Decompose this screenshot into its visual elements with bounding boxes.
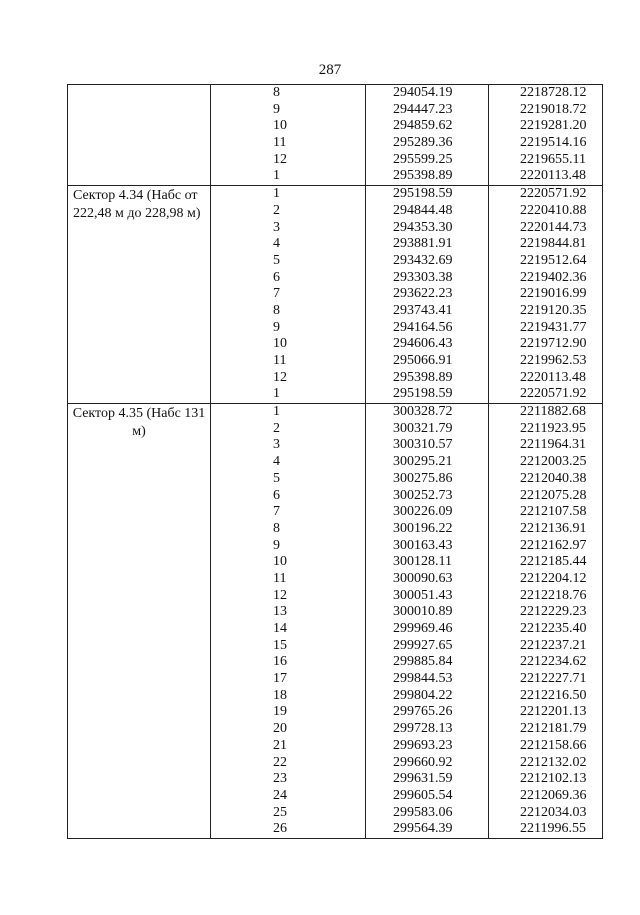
x-coordinate: 299885.84 [393, 654, 453, 670]
y-coordinate: 2219281.20 [520, 118, 587, 134]
y-coordinate: 2219844.81 [520, 236, 587, 252]
y-coordinate: 2219018.72 [520, 101, 587, 117]
point-number: 10 [273, 118, 287, 134]
sector-block [68, 186, 603, 404]
point-number: 14 [273, 621, 287, 636]
x-coordinate: 300275.86 [393, 470, 453, 486]
x-coordinate: 300010.89 [393, 604, 453, 620]
point-number: 8 [273, 520, 280, 536]
y-coordinate: 2219962.53 [520, 353, 587, 368]
sector-block [68, 85, 603, 186]
y-coordinate: 2212234.62 [520, 654, 587, 670]
point-number: 18 [273, 687, 287, 703]
x-coordinate: 299660.92 [393, 754, 453, 770]
point-number-column [211, 186, 366, 404]
x-coordinate: 294353.30 [393, 219, 453, 235]
y-coordinate: 2212181.79 [520, 721, 587, 737]
y-coordinate: 2212216.50 [520, 687, 587, 703]
point-number: 8 [273, 85, 280, 100]
y-coordinate: 2219016.99 [520, 286, 587, 302]
sector-block [68, 404, 603, 839]
y-coordinate: 2211964.31 [520, 437, 586, 453]
point-number: 3 [273, 219, 280, 235]
sector-label: Сектор 4.35 (Набс 131 м) [72, 406, 206, 440]
point-number: 2 [273, 420, 280, 436]
y-coordinate: 2212237.21 [520, 637, 587, 653]
point-number: 3 [273, 437, 280, 453]
y-coordinate: 2211882.68 [520, 404, 586, 420]
x-coordinate: 299927.65 [393, 637, 453, 653]
point-number: 11 [273, 570, 287, 586]
y-coordinate: 2218728.12 [520, 85, 587, 100]
point-number: 5 [273, 470, 280, 486]
y-coordinate: 2219514.16 [520, 135, 587, 151]
point-number: 7 [273, 504, 280, 520]
y-coordinate: 2212218.76 [520, 587, 587, 603]
x-coordinate: 295398.89 [393, 369, 453, 385]
x-coordinate: 293881.91 [393, 236, 453, 252]
point-number: 10 [273, 336, 287, 352]
y-coordinate: 2219512.64 [520, 252, 587, 268]
coordinates-table [67, 84, 603, 839]
page-number: 287 [318, 62, 342, 78]
y-coordinate: 2212107.58 [520, 504, 587, 520]
x-coordinate: 293432.69 [393, 252, 453, 268]
y-coordinate: 2219402.36 [520, 269, 587, 285]
x-coordinate: 300310.57 [393, 437, 453, 453]
y-coordinate: 2212227.71 [520, 671, 587, 687]
y-coordinate: 2212158.66 [520, 737, 587, 753]
x-coordinate: 299583.06 [393, 804, 453, 820]
x-coordinate: 295198.59 [393, 186, 453, 202]
point-number: 11 [273, 353, 287, 368]
x-coordinate: 299564.39 [393, 821, 453, 837]
point-number: 10 [273, 554, 287, 570]
x-coordinate: 294164.56 [393, 319, 453, 335]
y-coordinate: 2211996.55 [520, 821, 586, 837]
x-coordinate: 299844.53 [393, 671, 453, 687]
y-coordinate: 2219120.35 [520, 302, 587, 318]
x-coordinate: 295066.91 [393, 353, 453, 368]
y-coordinate: 2212185.44 [520, 554, 587, 570]
point-number: 23 [273, 771, 287, 787]
point-number: 4 [273, 236, 280, 252]
x-coordinate: 300090.63 [393, 570, 453, 586]
point-number: 9 [273, 537, 280, 553]
x-coordinate: 295198.59 [393, 386, 453, 402]
point-number: 11 [273, 135, 287, 151]
point-number: 22 [273, 754, 287, 770]
point-number: 6 [273, 487, 280, 503]
x-coordinate: 299631.59 [393, 771, 453, 787]
x-coordinate: 293622.23 [393, 286, 453, 302]
point-number-column [211, 85, 366, 186]
y-coordinate: 2220571.92 [520, 386, 587, 402]
x-coordinate: 300163.43 [393, 537, 453, 553]
point-number: 5 [273, 252, 280, 268]
y-coordinate: 2219431.77 [520, 319, 587, 335]
x-coordinate: 299969.46 [393, 621, 453, 636]
x-coordinate: 295599.25 [393, 151, 453, 167]
x-coordinate: 295398.89 [393, 168, 453, 184]
x-coordinate: 300051.43 [393, 587, 453, 603]
sector-cell [68, 85, 211, 186]
x-coordinate: 299765.26 [393, 704, 453, 720]
x-coordinate: 299804.22 [393, 687, 453, 703]
y-coordinate: 2220144.73 [520, 219, 587, 235]
y-coordinate: 2211923.95 [520, 420, 586, 436]
x-coordinate: 300328.72 [393, 404, 453, 420]
x-coordinate: 299605.54 [393, 787, 453, 803]
x-coordinate: 300196.22 [393, 520, 453, 536]
point-number: 21 [273, 737, 287, 753]
y-coordinate: 2212204.12 [520, 570, 587, 586]
point-number: 16 [273, 654, 287, 670]
point-number: 26 [273, 821, 287, 837]
x-coordinate: 294447.23 [393, 101, 453, 117]
point-number: 19 [273, 704, 287, 720]
x-coordinate-column [366, 404, 489, 839]
point-number: 24 [273, 787, 287, 803]
x-coordinate: 300226.09 [393, 504, 453, 520]
point-number: 2 [273, 202, 280, 218]
x-coordinate: 293303.38 [393, 269, 453, 285]
y-coordinate: 2220571.92 [520, 186, 587, 202]
y-coordinate: 2212069.36 [520, 787, 587, 803]
y-coordinate: 2212132.02 [520, 754, 587, 770]
sector-label: Сектор 4.34 (Набс от 222,48 м до 228,98 м) [73, 188, 201, 222]
coordinates-table-body [68, 85, 603, 839]
x-coordinate: 294844.48 [393, 202, 453, 218]
point-number: 17 [273, 671, 287, 687]
y-coordinate: 2219655.11 [520, 151, 586, 167]
point-number: 1 [273, 404, 280, 420]
x-coordinate: 293743.41 [393, 302, 453, 318]
point-number: 25 [273, 804, 287, 820]
x-coordinate: 299693.23 [393, 737, 453, 753]
sector-label [68, 85, 210, 86]
point-number: 6 [273, 269, 280, 285]
point-number: 20 [273, 721, 287, 737]
y-coordinate: 2220113.48 [520, 168, 586, 184]
point-number: 13 [273, 604, 287, 620]
x-coordinate-column [366, 85, 489, 186]
y-coordinate: 2212034.03 [520, 804, 587, 820]
point-number: 7 [273, 286, 280, 302]
y-coordinate-column [489, 85, 603, 186]
x-coordinate: 294606.43 [393, 336, 453, 352]
point-number: 9 [273, 101, 280, 117]
y-coordinate: 2219712.90 [520, 336, 587, 352]
sector-cell [68, 404, 211, 839]
y-coordinate: 2212040.38 [520, 470, 587, 486]
point-number: 8 [273, 302, 280, 318]
x-coordinate: 300128.11 [393, 554, 452, 570]
point-number: 9 [273, 319, 280, 335]
y-coordinate-column [489, 404, 603, 839]
x-coordinate: 294054.19 [393, 85, 453, 100]
x-coordinate: 299728.13 [393, 721, 453, 737]
point-number: 15 [273, 637, 287, 653]
x-coordinate: 300295.21 [393, 454, 453, 470]
x-coordinate: 300252.73 [393, 487, 453, 503]
point-number: 4 [273, 454, 280, 470]
y-coordinate: 2212075.28 [520, 487, 587, 503]
point-number: 1 [273, 386, 280, 402]
point-number: 12 [273, 587, 287, 603]
y-coordinate-column [489, 186, 603, 404]
x-coordinate: 295289.36 [393, 135, 453, 151]
point-number: 1 [273, 186, 280, 202]
point-number: 12 [273, 369, 287, 385]
y-coordinate: 2212003.25 [520, 454, 587, 470]
point-number: 1 [273, 168, 280, 184]
x-coordinate: 300321.79 [393, 420, 453, 436]
y-coordinate: 2212235.40 [520, 621, 587, 636]
y-coordinate: 2212136.91 [520, 520, 587, 536]
point-number-column [211, 404, 366, 839]
y-coordinate: 2220113.48 [520, 369, 586, 385]
x-coordinate-column [366, 186, 489, 404]
y-coordinate: 2212229.23 [520, 604, 587, 620]
x-coordinate: 294859.62 [393, 118, 453, 134]
y-coordinate: 2212102.13 [520, 771, 587, 787]
point-number: 12 [273, 151, 287, 167]
y-coordinate: 2212201.13 [520, 704, 587, 720]
y-coordinate: 2220410.88 [520, 202, 587, 218]
sector-cell [68, 186, 211, 404]
y-coordinate: 2212162.97 [520, 537, 587, 553]
